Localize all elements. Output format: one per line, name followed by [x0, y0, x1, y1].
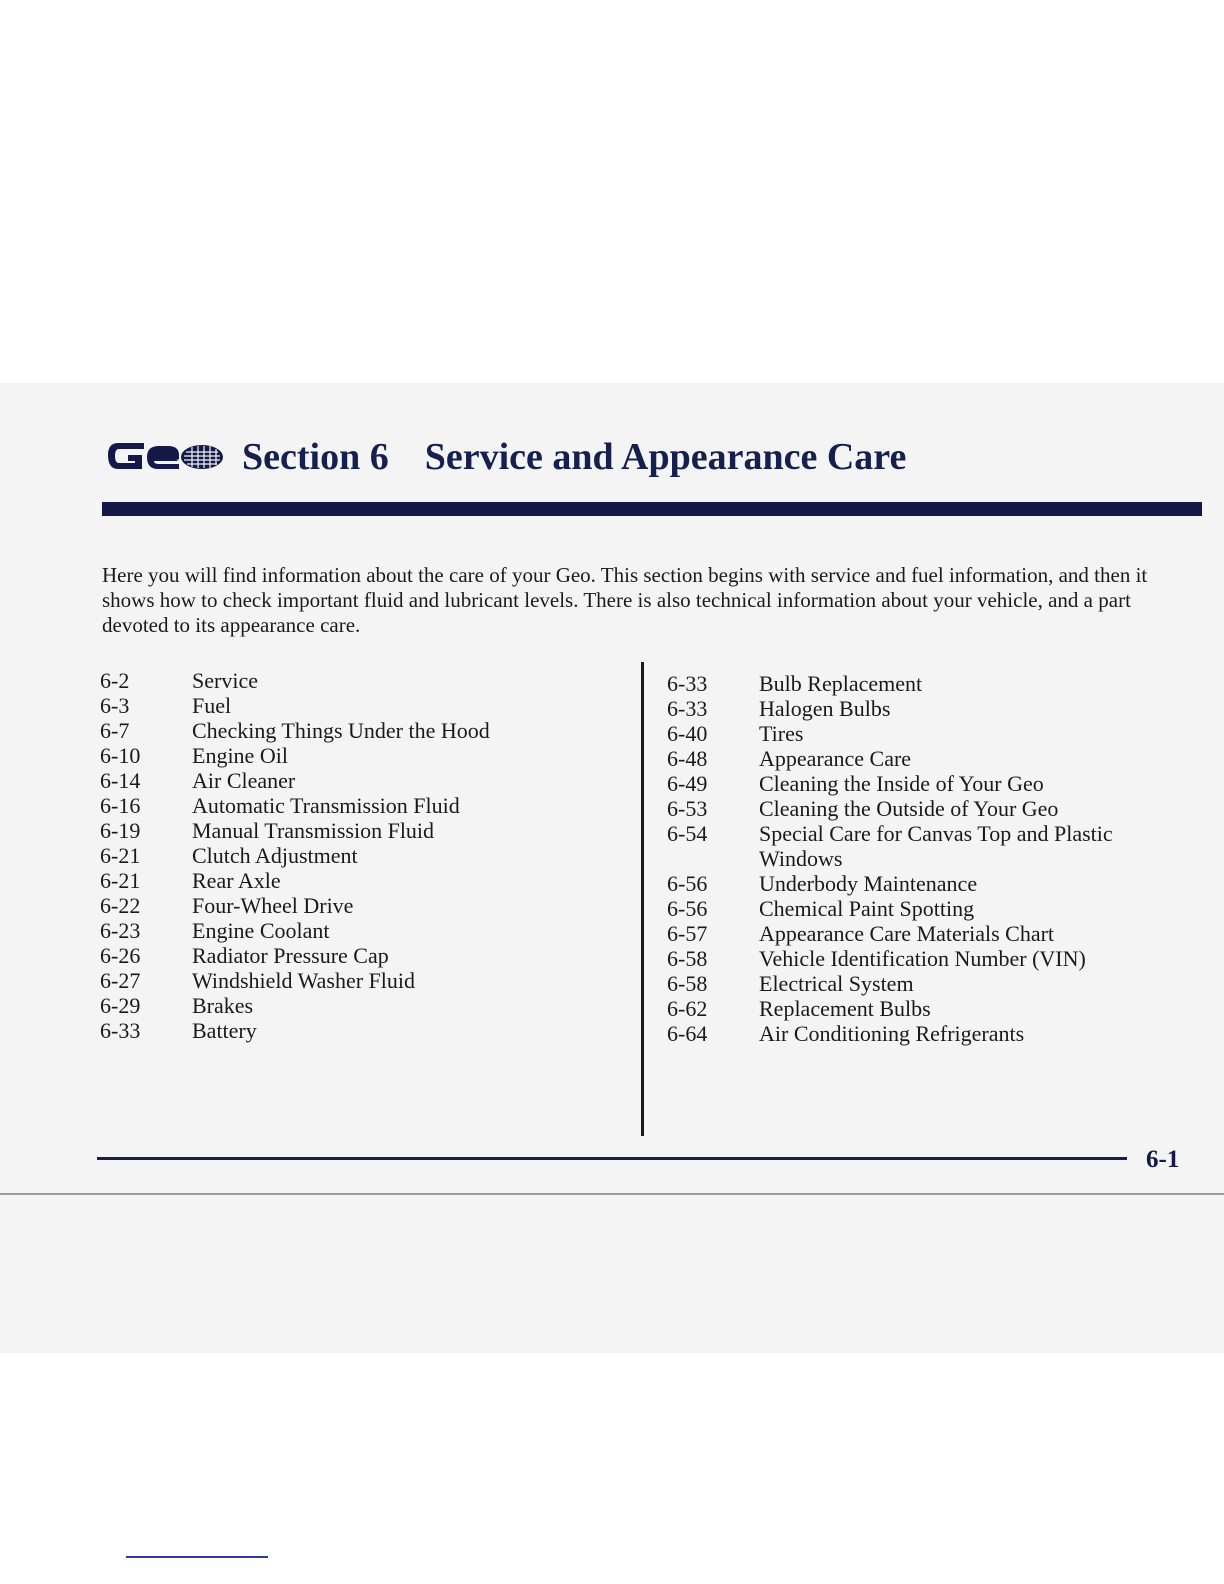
toc-entry[interactable]: [100, 1018, 620, 1043]
intro-paragraph: Here you will find information about the care of your Geo. This section begins with service and fuel information, and then it shows how to check important fluid and lubricant levels. There is also technical information about your vehicle, and a part devoted to its appearance care.: [102, 563, 1148, 637]
toc-page-number: 6-19: [100, 818, 141, 843]
section-label: Section 6: [242, 436, 389, 478]
toc-page-number: 6-62: [667, 996, 708, 1021]
page-title: Service and Appearance Care: [424, 436, 907, 478]
toc-entry-label: Manual Transmission Fluid: [192, 818, 435, 843]
toc-right-column: [667, 671, 1187, 1046]
page-number: 6-1: [1146, 1146, 1180, 1173]
toc-entry[interactable]: [667, 971, 1187, 996]
toc-entry-label: Brakes: [192, 993, 254, 1018]
toc-page-number: 6-53: [667, 796, 708, 821]
toc-page-number: 6-57: [667, 921, 708, 946]
toc-entry[interactable]: [667, 996, 1187, 1021]
toc-entry[interactable]: [100, 943, 620, 968]
toc-entry[interactable]: [100, 868, 620, 893]
toc-entry[interactable]: [667, 921, 1187, 946]
toc-page-number: 6-21: [100, 868, 141, 893]
toc-entry[interactable]: [100, 793, 620, 818]
toc-entry-label: Electrical System: [759, 971, 914, 996]
toc-entry-label: Four-Wheel Drive: [192, 893, 354, 918]
toc-entry[interactable]: [667, 796, 1187, 821]
toc-page-number: 6-49: [667, 771, 708, 796]
toc-page-number: 6-33: [667, 696, 708, 721]
toc-entry[interactable]: [100, 768, 620, 793]
toc-entry[interactable]: [100, 818, 620, 843]
toc-entry-label: Windshield Washer Fluid: [192, 968, 416, 993]
toc-page-number: 6-2: [100, 668, 130, 693]
toc-entry-label: Rear Axle: [192, 868, 281, 893]
toc-entry[interactable]: [667, 896, 1187, 921]
toc-page-number: 6-33: [100, 1018, 141, 1043]
toc-page-number: 6-48: [667, 746, 708, 771]
toc-entry[interactable]: [667, 1021, 1187, 1046]
toc-page-number: 6-26: [100, 943, 141, 968]
toc-page-number: 6-21: [100, 843, 141, 868]
toc-page-number: 6-29: [100, 993, 141, 1018]
toc-entry[interactable]: [100, 843, 620, 868]
toc-page-number: 6-22: [100, 893, 141, 918]
toc-page-number: 6-64: [667, 1021, 708, 1046]
toc-page-number: 6-58: [667, 946, 708, 971]
title-rule: [102, 502, 1202, 516]
toc-entry-label: Tires: [759, 721, 804, 746]
toc-entry[interactable]: [100, 668, 620, 693]
toc-entry[interactable]: [667, 821, 1187, 871]
toc-entry-label: Checking Things Under the Hood: [192, 718, 490, 743]
toc-page-number: 6-56: [667, 896, 708, 921]
toc-page-number: 6-10: [100, 743, 141, 768]
footer-rule: [97, 1157, 1127, 1160]
toc-entry-label: Underbody Maintenance: [759, 871, 978, 896]
toc-entry[interactable]: [667, 696, 1187, 721]
geo-logo-icon: [104, 435, 226, 479]
toc-page-number: 6-14: [100, 768, 141, 793]
toc-page-number: 6-40: [667, 721, 708, 746]
toc-entry-label: Engine Coolant: [192, 918, 330, 943]
toc-entry-label: Radiator Pressure Cap: [192, 943, 389, 968]
toc-entry[interactable]: [100, 968, 620, 993]
toc-entry-label: Cleaning the Outside of Your Geo: [759, 796, 1059, 821]
column-divider: [641, 662, 644, 1136]
toc-entry-label: Replacement Bulbs: [759, 996, 931, 1021]
toc-entry-label: Appearance Care Materials Chart: [759, 921, 1055, 946]
toc-page-number: 6-33: [667, 671, 708, 696]
toc-entry[interactable]: [100, 893, 620, 918]
toc-page-number: 6-27: [100, 968, 141, 993]
toc-page-number: 6-16: [100, 793, 141, 818]
toc-entry-label: Cleaning the Inside of Your Geo: [759, 771, 1044, 796]
toc-entry-label: Clutch Adjustment: [192, 843, 358, 868]
toc-entry-label: Chemical Paint Spotting: [759, 896, 975, 921]
toc-entry-label: Special Care for Canvas Top and Plastic Windows: [759, 821, 1113, 871]
toc-entry[interactable]: [100, 918, 620, 943]
toc-entry-label: Engine Oil: [192, 743, 288, 768]
toc-page-number: 6-7: [100, 718, 130, 743]
toc-entry[interactable]: [667, 871, 1187, 896]
toc-entry-label: Air Cleaner: [192, 768, 296, 793]
toc-entry-label: Appearance Care: [759, 746, 912, 771]
toc-left-column: [100, 668, 620, 1043]
toc-entry[interactable]: [667, 771, 1187, 796]
toc-entry-label: Fuel: [192, 693, 232, 718]
toc-entry[interactable]: [100, 743, 620, 768]
toc-page-number: 6-58: [667, 971, 708, 996]
toc-page-number: 6-23: [100, 918, 141, 943]
page-edge-line: [0, 1193, 1224, 1195]
toc-entry[interactable]: [667, 721, 1187, 746]
toc-entry-label: Service: [192, 668, 258, 693]
toc-entry[interactable]: [100, 693, 620, 718]
section-header: [104, 432, 906, 482]
bottom-stub-line: [126, 1556, 268, 1558]
toc-entry[interactable]: [667, 746, 1187, 771]
toc-entry-label: Air Conditioning Refrigerants: [759, 1021, 1025, 1046]
toc-entry[interactable]: [100, 718, 620, 743]
toc-entry-label: Bulb Replacement: [759, 671, 923, 696]
toc-page-number: 6-54: [667, 821, 708, 846]
toc-entry[interactable]: [667, 671, 1187, 696]
toc-page-number: 6-56: [667, 871, 708, 896]
toc-page-number: 6-3: [100, 693, 130, 718]
toc-entry-label: Automatic Transmission Fluid: [192, 793, 460, 818]
toc-entry-label: Battery: [192, 1018, 257, 1043]
toc-entry[interactable]: [100, 993, 620, 1018]
toc-entry-label: Halogen Bulbs: [759, 696, 891, 721]
toc-entry-label: Vehicle Identification Number (VIN): [759, 946, 1086, 971]
toc-entry[interactable]: [667, 946, 1187, 971]
